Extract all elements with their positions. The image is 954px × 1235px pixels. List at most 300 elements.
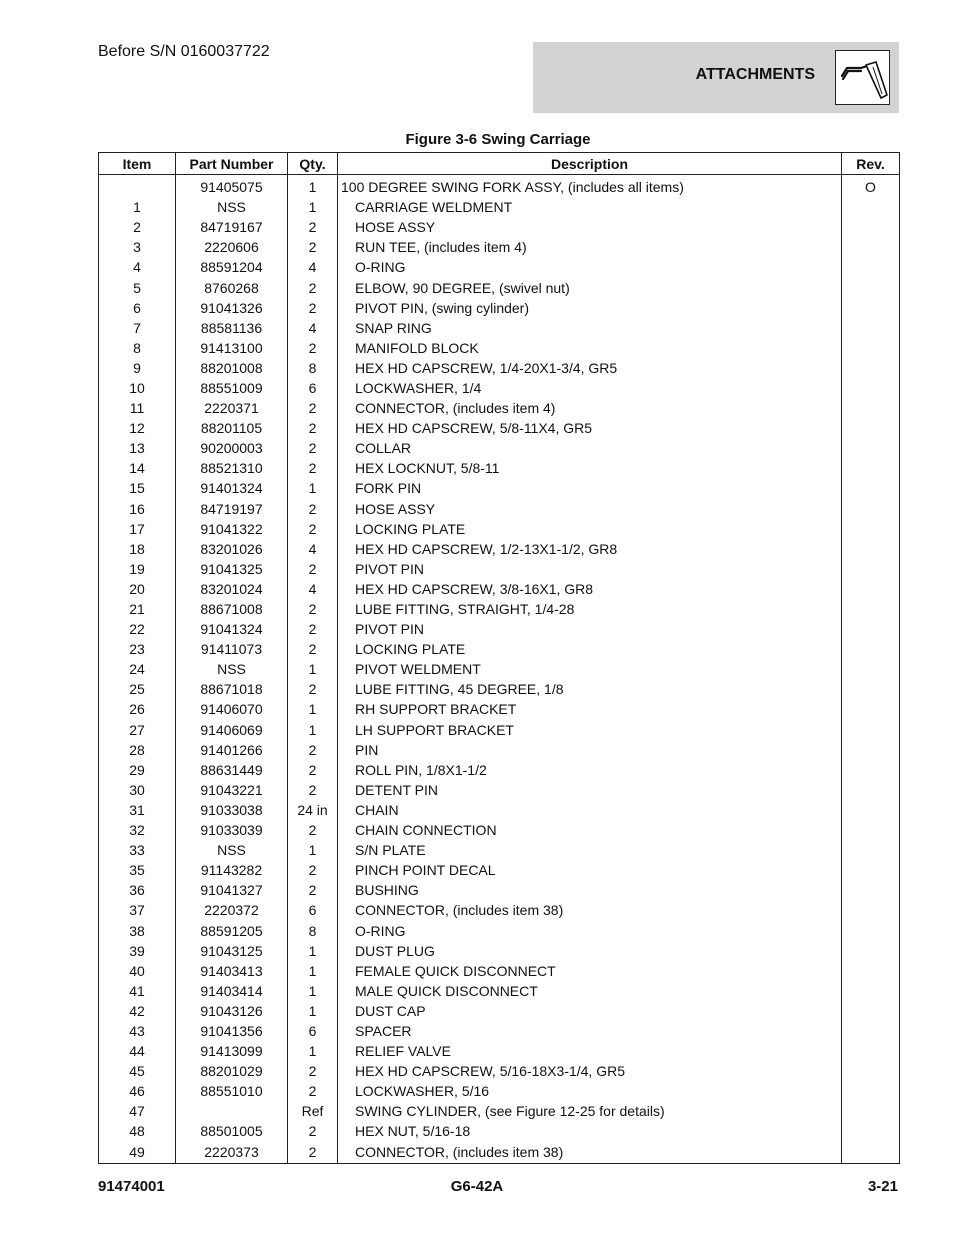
item-cell: 40 xyxy=(99,961,176,981)
table-row xyxy=(99,257,900,277)
qty-cell: 2 xyxy=(288,237,338,257)
table-row xyxy=(99,318,900,338)
qty-cell: 2 xyxy=(288,1081,338,1101)
part-number-cell: 91043125 xyxy=(176,941,288,961)
table-row xyxy=(99,298,900,318)
item-cell: 30 xyxy=(99,780,176,800)
table-row xyxy=(99,1041,900,1061)
part-number-cell: 91041327 xyxy=(176,880,288,900)
rev-cell xyxy=(842,840,900,860)
qty-cell: 8 xyxy=(288,920,338,940)
description-cell: HEX HD CAPSCREW, 5/16-18X3-1/4, GR5 xyxy=(338,1061,842,1081)
part-number-cell: 88671008 xyxy=(176,599,288,619)
part-number-cell: 88581136 xyxy=(176,318,288,338)
description-cell: MANIFOLD BLOCK xyxy=(338,338,842,358)
qty-cell: 2 xyxy=(288,519,338,539)
description-cell: LOCKING PLATE xyxy=(338,519,842,539)
column-header-part-number: Part Number xyxy=(176,153,288,175)
description-cell: BUSHING xyxy=(338,880,842,900)
part-number-cell: 2220372 xyxy=(176,900,288,920)
rev-cell xyxy=(842,217,900,237)
qty-cell: 1 xyxy=(288,197,338,217)
description-cell: HEX HD CAPSCREW, 3/8-16X1, GR8 xyxy=(338,579,842,599)
rev-cell xyxy=(842,318,900,338)
part-number-cell: NSS xyxy=(176,840,288,860)
table-row xyxy=(99,1061,900,1081)
table-row xyxy=(99,840,900,860)
item-cell: 6 xyxy=(99,298,176,318)
rev-cell xyxy=(842,298,900,318)
table-row xyxy=(99,438,900,458)
description-cell: RUN TEE, (includes item 4) xyxy=(338,237,842,257)
item-cell: 14 xyxy=(99,458,176,478)
description-cell: 100 DEGREE SWING FORK ASSY, (includes all items) xyxy=(338,175,842,198)
rev-cell xyxy=(842,1061,900,1081)
qty-cell: 2 xyxy=(288,338,338,358)
table-row xyxy=(99,880,900,900)
item-cell: 4 xyxy=(99,257,176,277)
serial-number-note: Before S/N 0160037722 xyxy=(98,43,270,60)
rev-cell xyxy=(842,740,900,760)
part-number-cell: 91041325 xyxy=(176,559,288,579)
description-cell: CONNECTOR, (includes item 38) xyxy=(338,900,842,920)
item-cell: 10 xyxy=(99,378,176,398)
column-header-item: Item xyxy=(99,153,176,175)
qty-cell: 8 xyxy=(288,358,338,378)
part-number-cell: 2220371 xyxy=(176,398,288,418)
table-row xyxy=(99,237,900,257)
rev-cell xyxy=(842,639,900,659)
description-cell: CARRIAGE WELDMENT xyxy=(338,197,842,217)
qty-cell: 2 xyxy=(288,277,338,297)
item-cell: 48 xyxy=(99,1121,176,1141)
qty-cell: 6 xyxy=(288,378,338,398)
item-cell: 8 xyxy=(99,338,176,358)
item-cell: 26 xyxy=(99,699,176,719)
table-row xyxy=(99,559,900,579)
rev-cell xyxy=(842,1081,900,1101)
part-number-cell: 2220606 xyxy=(176,237,288,257)
item-cell: 9 xyxy=(99,358,176,378)
qty-cell: 1 xyxy=(288,478,338,498)
table-row xyxy=(99,699,900,719)
part-number-cell: 91043126 xyxy=(176,1001,288,1021)
table-row xyxy=(99,1001,900,1021)
table-row xyxy=(99,197,900,217)
qty-cell: 2 xyxy=(288,820,338,840)
item-cell: 22 xyxy=(99,619,176,639)
description-cell: ELBOW, 90 DEGREE, (swivel nut) xyxy=(338,277,842,297)
part-number-cell: 91406070 xyxy=(176,699,288,719)
rev-cell xyxy=(842,920,900,940)
item-cell: 5 xyxy=(99,277,176,297)
description-cell: PIVOT PIN xyxy=(338,619,842,639)
rev-cell xyxy=(842,1101,900,1121)
qty-cell: 2 xyxy=(288,780,338,800)
part-number-cell: 88631449 xyxy=(176,760,288,780)
rev-cell: O xyxy=(842,175,900,198)
description-cell: PIVOT WELDMENT xyxy=(338,659,842,679)
part-number-cell: 84719197 xyxy=(176,499,288,519)
rev-cell xyxy=(842,539,900,559)
rev-cell xyxy=(842,880,900,900)
table-row xyxy=(99,1081,900,1101)
item-cell: 39 xyxy=(99,941,176,961)
part-number-cell: 91411073 xyxy=(176,639,288,659)
table-row xyxy=(99,418,900,438)
rev-cell xyxy=(842,659,900,679)
rev-cell xyxy=(842,679,900,699)
description-cell: SNAP RING xyxy=(338,318,842,338)
rev-cell xyxy=(842,941,900,961)
rev-cell xyxy=(842,780,900,800)
item-cell: 49 xyxy=(99,1142,176,1164)
qty-cell: 2 xyxy=(288,1142,338,1164)
description-cell: CHAIN CONNECTION xyxy=(338,820,842,840)
column-header-qty: Qty. xyxy=(288,153,338,175)
rev-cell xyxy=(842,499,900,519)
qty-cell: 1 xyxy=(288,961,338,981)
rev-cell xyxy=(842,378,900,398)
column-header-description: Description xyxy=(338,153,842,175)
part-number-cell: 91406069 xyxy=(176,720,288,740)
table-row xyxy=(99,920,900,940)
table-row xyxy=(99,780,900,800)
item-cell: 46 xyxy=(99,1081,176,1101)
qty-cell: 2 xyxy=(288,298,338,318)
rev-cell xyxy=(842,981,900,1001)
table-header-row xyxy=(99,153,900,175)
parts-table-body xyxy=(99,175,900,1164)
table-row xyxy=(99,539,900,559)
rev-cell xyxy=(842,800,900,820)
qty-cell: 1 xyxy=(288,981,338,1001)
section-title: ATTACHMENTS xyxy=(695,66,815,83)
rev-cell xyxy=(842,579,900,599)
qty-cell: 2 xyxy=(288,398,338,418)
part-number-cell: 8760268 xyxy=(176,277,288,297)
description-cell: SPACER xyxy=(338,1021,842,1041)
description-cell: HOSE ASSY xyxy=(338,499,842,519)
item-cell: 44 xyxy=(99,1041,176,1061)
description-cell: FEMALE QUICK DISCONNECT xyxy=(338,961,842,981)
part-number-cell: 88501005 xyxy=(176,1121,288,1141)
table-row xyxy=(99,860,900,880)
page-number: 3-21 xyxy=(867,1178,898,1195)
model-number: G6-42A xyxy=(450,1178,504,1195)
part-number-cell: 88551010 xyxy=(176,1081,288,1101)
qty-cell: 2 xyxy=(288,418,338,438)
item-cell: 42 xyxy=(99,1001,176,1021)
rev-cell xyxy=(842,237,900,257)
qty-cell: 2 xyxy=(288,1061,338,1081)
part-number-cell: 91043221 xyxy=(176,780,288,800)
description-cell: HEX HD CAPSCREW, 5/8-11X4, GR5 xyxy=(338,418,842,438)
table-row xyxy=(99,720,900,740)
qty-cell: 2 xyxy=(288,740,338,760)
item-cell: 11 xyxy=(99,398,176,418)
description-cell: LUBE FITTING, STRAIGHT, 1/4-28 xyxy=(338,599,842,619)
description-cell: S/N PLATE xyxy=(338,840,842,860)
table-row xyxy=(99,659,900,679)
description-cell: DUST CAP xyxy=(338,1001,842,1021)
item-cell: 29 xyxy=(99,760,176,780)
part-number-cell: 88591205 xyxy=(176,920,288,940)
table-row xyxy=(99,760,900,780)
column-header-rev: Rev. xyxy=(842,153,900,175)
rev-cell xyxy=(842,197,900,217)
table-row xyxy=(99,398,900,418)
part-number-cell: 84719167 xyxy=(176,217,288,237)
table-row xyxy=(99,599,900,619)
part-number-cell: 88521310 xyxy=(176,458,288,478)
description-cell: PIVOT PIN, (swing cylinder) xyxy=(338,298,842,318)
item-cell: 37 xyxy=(99,900,176,920)
item-cell: 16 xyxy=(99,499,176,519)
part-number-cell: 91413100 xyxy=(176,338,288,358)
part-number-cell: 83201024 xyxy=(176,579,288,599)
rev-cell xyxy=(842,338,900,358)
qty-cell: 2 xyxy=(288,860,338,880)
part-number-cell: 90200003 xyxy=(176,438,288,458)
item-cell: 31 xyxy=(99,800,176,820)
part-number-cell: 91401266 xyxy=(176,740,288,760)
qty-cell: 2 xyxy=(288,499,338,519)
item-cell: 33 xyxy=(99,840,176,860)
description-cell: LOCKWASHER, 5/16 xyxy=(338,1081,842,1101)
table-row xyxy=(99,1101,900,1121)
description-cell: LUBE FITTING, 45 DEGREE, 1/8 xyxy=(338,679,842,699)
item-cell: 36 xyxy=(99,880,176,900)
qty-cell: 2 xyxy=(288,599,338,619)
description-cell: HEX HD CAPSCREW, 1/2-13X1-1/2, GR8 xyxy=(338,539,842,559)
document-number: 91474001 xyxy=(98,1178,165,1195)
part-number-cell: NSS xyxy=(176,659,288,679)
table-row xyxy=(99,961,900,981)
rev-cell xyxy=(842,619,900,639)
rev-cell xyxy=(842,478,900,498)
item-cell: 18 xyxy=(99,539,176,559)
description-cell: HEX HD CAPSCREW, 1/4-20X1-3/4, GR5 xyxy=(338,358,842,378)
description-cell: DUST PLUG xyxy=(338,941,842,961)
item-cell: 45 xyxy=(99,1061,176,1081)
pitchfork-attachment-icon xyxy=(835,50,890,105)
part-number-cell: 91405075 xyxy=(176,175,288,198)
item-cell: 27 xyxy=(99,720,176,740)
rev-cell xyxy=(842,900,900,920)
rev-cell xyxy=(842,760,900,780)
description-cell: O-RING xyxy=(338,920,842,940)
part-number-cell: 2220373 xyxy=(176,1142,288,1164)
item-cell: 17 xyxy=(99,519,176,539)
qty-cell: 2 xyxy=(288,458,338,478)
description-cell: LOCKWASHER, 1/4 xyxy=(338,378,842,398)
qty-cell: 2 xyxy=(288,1121,338,1141)
table-row xyxy=(99,679,900,699)
description-cell: SWING CYLINDER, (see Figure 12-25 for details) xyxy=(338,1101,842,1121)
parts-table xyxy=(98,152,900,1164)
description-cell: PIN xyxy=(338,740,842,760)
table-row xyxy=(99,639,900,659)
table-row xyxy=(99,941,900,961)
rev-cell xyxy=(842,860,900,880)
item-cell: 2 xyxy=(99,217,176,237)
rev-cell xyxy=(842,1001,900,1021)
item-cell: 35 xyxy=(99,860,176,880)
item-cell: 23 xyxy=(99,639,176,659)
qty-cell: 1 xyxy=(288,175,338,198)
qty-cell: 6 xyxy=(288,900,338,920)
qty-cell: 2 xyxy=(288,880,338,900)
part-number-cell: NSS xyxy=(176,197,288,217)
rev-cell xyxy=(842,559,900,579)
table-row xyxy=(99,338,900,358)
table-row xyxy=(99,217,900,237)
part-number-cell: 83201026 xyxy=(176,539,288,559)
part-number-cell: 88671018 xyxy=(176,679,288,699)
part-number-cell xyxy=(176,1101,288,1121)
item-cell: 13 xyxy=(99,438,176,458)
qty-cell: 2 xyxy=(288,639,338,659)
part-number-cell: 91403413 xyxy=(176,961,288,981)
rev-cell xyxy=(842,257,900,277)
description-cell: CONNECTOR, (includes item 38) xyxy=(338,1142,842,1164)
table-row xyxy=(99,820,900,840)
item-cell: 41 xyxy=(99,981,176,1001)
qty-cell: 4 xyxy=(288,318,338,338)
description-cell: LH SUPPORT BRACKET xyxy=(338,720,842,740)
rev-cell xyxy=(842,1142,900,1164)
rev-cell xyxy=(842,720,900,740)
description-cell: CHAIN xyxy=(338,800,842,820)
part-number-cell: 88201008 xyxy=(176,358,288,378)
part-number-cell: 91041322 xyxy=(176,519,288,539)
item-cell: 32 xyxy=(99,820,176,840)
qty-cell: 1 xyxy=(288,720,338,740)
item-cell xyxy=(99,175,176,198)
item-cell: 1 xyxy=(99,197,176,217)
item-cell: 28 xyxy=(99,740,176,760)
item-cell: 19 xyxy=(99,559,176,579)
description-cell: PINCH POINT DECAL xyxy=(338,860,842,880)
item-cell: 25 xyxy=(99,679,176,699)
table-row xyxy=(99,277,900,297)
qty-cell: 4 xyxy=(288,539,338,559)
rev-cell xyxy=(842,1121,900,1141)
part-number-cell: 88551009 xyxy=(176,378,288,398)
description-cell: DETENT PIN xyxy=(338,780,842,800)
part-number-cell: 91041326 xyxy=(176,298,288,318)
qty-cell: 1 xyxy=(288,840,338,860)
qty-cell: 1 xyxy=(288,659,338,679)
description-cell: RELIEF VALVE xyxy=(338,1041,842,1061)
table-row xyxy=(99,478,900,498)
item-cell: 47 xyxy=(99,1101,176,1121)
item-cell: 15 xyxy=(99,478,176,498)
table-row xyxy=(99,378,900,398)
part-number-cell: 91413099 xyxy=(176,1041,288,1061)
qty-cell: 2 xyxy=(288,679,338,699)
table-row xyxy=(99,740,900,760)
rev-cell xyxy=(842,519,900,539)
rev-cell xyxy=(842,699,900,719)
description-cell: COLLAR xyxy=(338,438,842,458)
rev-cell xyxy=(842,599,900,619)
table-row xyxy=(99,499,900,519)
part-number-cell: 88201029 xyxy=(176,1061,288,1081)
table-row xyxy=(99,981,900,1001)
part-number-cell: 91041324 xyxy=(176,619,288,639)
table-row xyxy=(99,519,900,539)
description-cell: MALE QUICK DISCONNECT xyxy=(338,981,842,1001)
figure-title: Figure 3-6 Swing Carriage xyxy=(405,131,591,148)
rev-cell xyxy=(842,398,900,418)
item-cell: 20 xyxy=(99,579,176,599)
description-cell: ROLL PIN, 1/8X1-1/2 xyxy=(338,760,842,780)
rev-cell xyxy=(842,438,900,458)
rev-cell xyxy=(842,277,900,297)
item-cell: 43 xyxy=(99,1021,176,1041)
item-cell: 7 xyxy=(99,318,176,338)
qty-cell: 2 xyxy=(288,619,338,639)
qty-cell: 6 xyxy=(288,1021,338,1041)
table-row xyxy=(99,619,900,639)
item-cell: 24 xyxy=(99,659,176,679)
qty-cell: 1 xyxy=(288,941,338,961)
rev-cell xyxy=(842,358,900,378)
rev-cell xyxy=(842,820,900,840)
qty-cell: 1 xyxy=(288,699,338,719)
table-row xyxy=(99,579,900,599)
qty-cell: 2 xyxy=(288,559,338,579)
qty-cell: 2 xyxy=(288,217,338,237)
rev-cell xyxy=(842,418,900,438)
part-number-cell: 88201105 xyxy=(176,418,288,438)
table-row xyxy=(99,1021,900,1041)
qty-cell: 4 xyxy=(288,257,338,277)
rev-cell xyxy=(842,1021,900,1041)
description-cell: HOSE ASSY xyxy=(338,217,842,237)
description-cell: CONNECTOR, (includes item 4) xyxy=(338,398,842,418)
part-number-cell: 91401324 xyxy=(176,478,288,498)
item-cell: 12 xyxy=(99,418,176,438)
qty-cell: 4 xyxy=(288,579,338,599)
part-number-cell: 91403414 xyxy=(176,981,288,1001)
item-cell: 21 xyxy=(99,599,176,619)
part-number-cell: 91033038 xyxy=(176,800,288,820)
table-row xyxy=(99,900,900,920)
qty-cell: 2 xyxy=(288,760,338,780)
description-cell: HEX LOCKNUT, 5/8-11 xyxy=(338,458,842,478)
part-number-cell: 91143282 xyxy=(176,860,288,880)
qty-cell: Ref xyxy=(288,1101,338,1121)
table-row xyxy=(99,1121,900,1141)
description-cell: O-RING xyxy=(338,257,842,277)
description-cell: HEX NUT, 5/16-18 xyxy=(338,1121,842,1141)
rev-cell xyxy=(842,1041,900,1061)
qty-cell: 24 in xyxy=(288,800,338,820)
table-row xyxy=(99,358,900,378)
description-cell: LOCKING PLATE xyxy=(338,639,842,659)
description-cell: PIVOT PIN xyxy=(338,559,842,579)
description-cell: RH SUPPORT BRACKET xyxy=(338,699,842,719)
table-row xyxy=(99,458,900,478)
qty-cell: 1 xyxy=(288,1041,338,1061)
rev-cell xyxy=(842,458,900,478)
qty-cell: 2 xyxy=(288,438,338,458)
part-number-cell: 91041356 xyxy=(176,1021,288,1041)
item-cell: 3 xyxy=(99,237,176,257)
